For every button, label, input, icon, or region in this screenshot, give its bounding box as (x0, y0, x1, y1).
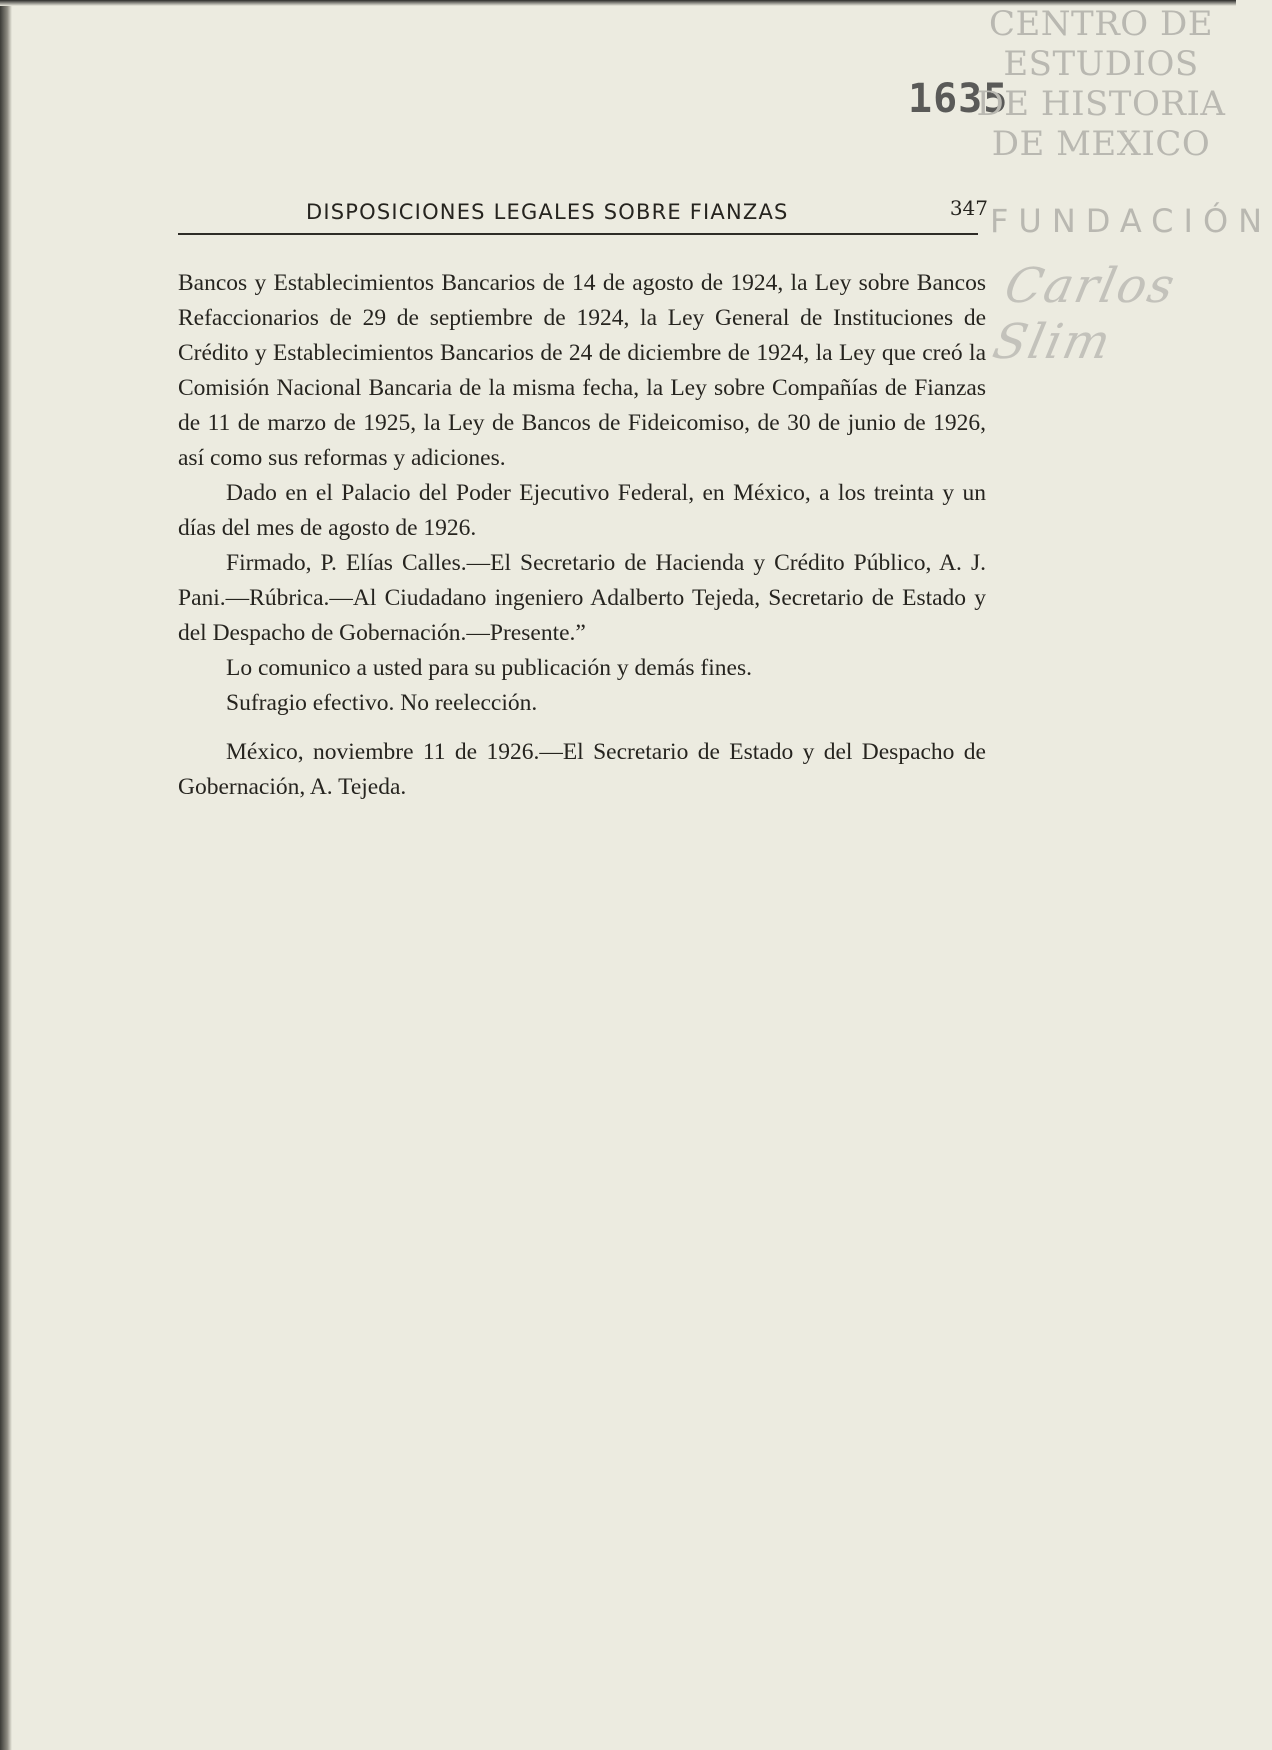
paragraph-dado: Dado en el Palacio del Poder Ejecutivo Federal, en México, a los treinta y un días del mes de agosto de 1926. (178, 480, 986, 541)
watermark-line: ESTUDIOS (1003, 44, 1199, 84)
paragraph-continuation: Bancos y Establecimientos Bancarios de 14 de agosto de 1924, la Ley sobre Bancos Refaccionarios de 29 de septiembre de 1924, la Ley General de Instituciones de Crédito y Establecimientos Bancarios de 24 de diciembre de 1924, la Ley que creó la Comisión Nacional Bancaria de la misma fecha, la Ley sobre Compañías de Fianzas de 11 de marzo de 1925, la Ley de Bancos de Fideicomiso, de 30 de junio de 1926, así como sus reformas y adiciones. (178, 270, 986, 471)
paragraph-comunico: Lo comunico a usted para su publicación y demás fines. (226, 655, 752, 681)
archive-watermark (970, 4, 1232, 164)
watermark-line: DE HISTORIA (976, 84, 1226, 124)
page-edge-shadow (0, 0, 12, 1750)
paragraph-sufragio: Sufragio efectivo. No reelección. (226, 690, 538, 716)
header-rule (178, 233, 978, 235)
watermark-signature: Carlos Slim (988, 258, 1182, 370)
watermark-line: DE MEXICO (991, 124, 1211, 164)
page-number: 347 (949, 196, 988, 220)
paragraph-closing: México, noviembre 11 de 1926.—El Secretario de Estado y del Despacho de Gobernación, A. Tejeda. (178, 739, 986, 800)
paragraph-firmado: Firmado, P. Elías Calles.—El Secretario de Hacienda y Crédito Público, A. J. Pani.—Rúbrica.—Al Ciudadano ingeniero Adalberto Tejeda, Secretario de Estado y del Despacho de Gobernación.—Presente.” (178, 550, 986, 646)
running-head (178, 196, 988, 234)
body-text (178, 266, 986, 805)
watermark-line: CENTRO DE (988, 4, 1214, 44)
stamped-page-number: 1635 (908, 76, 1009, 122)
watermark-fundacion: FUNDACIÓN (990, 202, 1272, 240)
running-title: DISPOSICIONES LEGALES SOBRE FIANZAS (306, 200, 789, 224)
